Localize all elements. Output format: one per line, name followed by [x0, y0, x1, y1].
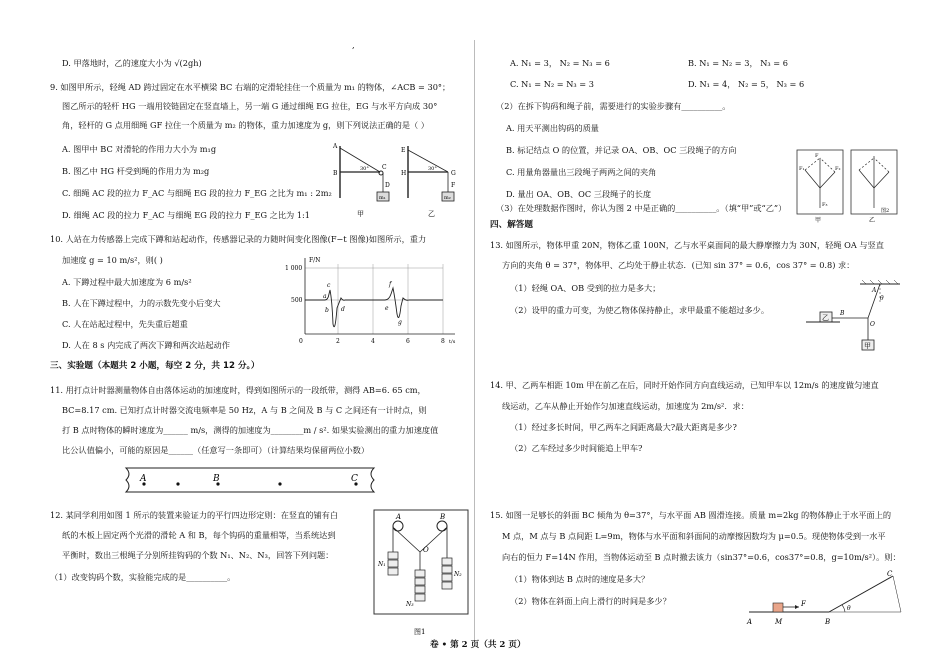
q10-option-a: A. 下蹲过程中最大加速度为 6 m/s²	[62, 277, 192, 287]
q15-label-f: F	[801, 600, 806, 608]
q11-line: 比公认值偏小，可能的原因是______（任意写一条即可）（计算结果均保留两位小数）	[62, 445, 370, 455]
q13-figure	[800, 278, 910, 362]
fig-caption-jia: 甲	[357, 210, 364, 218]
fig-label-h: H	[401, 170, 407, 177]
tape-label-a: A	[140, 474, 147, 484]
fig-label-c: C	[382, 164, 387, 171]
graph-ylabel: F/N	[309, 257, 321, 264]
q12-line: （1）改变钩码个数，实验能完成的是__________。	[50, 572, 236, 582]
q10-option-c: C. 人在站起过程中，先失重后超重	[62, 319, 188, 329]
graph-point-b: b	[325, 307, 329, 314]
graph-tick-0: 0	[299, 338, 303, 345]
q14-sub-2: （2）乙车经过多少时间能追上甲车?	[510, 443, 643, 453]
q12-option-b: B. N₁ = N₂ = 3， N₃ = 6	[688, 58, 788, 68]
header-mark: ,	[352, 40, 355, 50]
q12-2-option-a: A. 用天平测出钩码的质量	[506, 123, 599, 133]
section-4-heading: 四、解答题	[490, 220, 533, 230]
q13-label-b: B	[840, 310, 845, 317]
q9-figure	[330, 142, 465, 222]
q9-line: 角，轻杆的 G 点用细绳 GF 拉住一个质量为 m₂ 的物体，重力加速度为 g，则下列说法正确的是（ ）	[62, 120, 429, 130]
section-3-heading: 三、实验题（本题共 2 小题，每空 2 分，共 12 分。）	[50, 361, 260, 371]
q13-label-jia: 甲	[864, 342, 871, 350]
q13-label-o: O	[870, 321, 875, 328]
q10-line: 10. 人站在力传感器上完成下蹲和站起动作，传感器记录的力随时间变化图像(F−t 图像)如图所示，重力	[50, 234, 427, 244]
tape-label-c: C	[351, 474, 358, 484]
fig2-label-f: F	[815, 153, 819, 159]
q12-option-a: A. N₁ = 3， N₂ = N₃ = 6	[510, 58, 610, 68]
tape-label-b: B	[213, 474, 220, 484]
q12-figure-2	[795, 148, 905, 226]
q12-part-3: （3）在处理数据作图时，你认为图 2 中是正确的__________。（填“甲”或“乙”）	[496, 203, 787, 213]
fig-label-g: G	[451, 170, 456, 177]
fig1-label-a: A	[396, 513, 402, 521]
graph-point-e: e	[385, 305, 389, 312]
fig1-label-b: B	[440, 513, 446, 521]
page-footer: 卷 • 第 2 页（共 2 页）	[430, 640, 526, 650]
q13-sub-1: （1）轻绳 OA、OB 受到的拉力是多大；	[510, 283, 661, 293]
q13-label-theta: θ	[880, 295, 884, 302]
fig-caption-yi: 乙	[428, 210, 435, 218]
fig-angle: 30°	[360, 166, 369, 172]
graph-tick-1000: 1 000	[285, 265, 303, 272]
fig1-label-n2: N₂	[454, 571, 462, 578]
fig-angle: 30°	[428, 166, 437, 172]
q12-2-option-c: C. 用量角器量出三段绳子两两之间的夹角	[506, 167, 657, 177]
q11-line: 11. 用打点计时器测量物体自由落体运动的加速度时，得到如图所示的一段纸带，测得 AB=6. 65 cm，	[50, 385, 426, 395]
graph-point-d: d	[341, 306, 345, 313]
graph-tick-500: 500	[291, 297, 303, 304]
q15-label-b: B	[825, 618, 831, 626]
q15-label-theta: θ	[847, 605, 851, 612]
graph-point-a: a	[323, 293, 327, 300]
q9-line: 9. 如图甲所示，轻绳 AD 跨过固定在水平横梁 BC 右端的定滑轮挂住一个质量为 m₁ 的物体，∠ACB = 30°；	[50, 82, 451, 92]
fig-label-m2: m₂	[444, 195, 451, 201]
q10-option-d: D. 人在 8 s 内完成了两次下蹲和两次站起动作	[62, 340, 230, 350]
q15-line: M 点，M 点与 B 点间距 L=9m，物体与水平面和斜面间的动摩擦因数均为 μ=0.5。现使物体受到一水平	[502, 531, 886, 541]
graph-point-c: c	[327, 282, 331, 289]
fig2-label-f2: F₂	[835, 166, 841, 172]
fig1-caption: 图1	[414, 628, 426, 636]
q13-label-a: A	[872, 287, 877, 294]
q10-line: 加速度 g = 10 m/s²，则( )	[62, 255, 163, 265]
q9-option-b: B. 图乙中 HG 杆受到绳的作用力为 m₂g	[62, 166, 210, 176]
q15-incline-figure	[745, 570, 905, 630]
q12-line: 平衡时，数出三根绳子分别所挂钩码的个数 N₁、N₂、N₃，回答下列问题：	[62, 550, 334, 560]
q15-line: 向右的恒力 F=14N 作用，当物体运动至 B 点时撤去该力（sin37°=0.6，cos37°=0.8，g=10m/s²）。则：	[502, 552, 901, 562]
fig-label-a: A	[333, 143, 338, 150]
q15-label-c: C	[887, 570, 893, 578]
q12-option-d: D. N₁ = 4， N₂ = 5， N₃ = 6	[688, 79, 805, 89]
q8-option-d: D. 甲落地时，乙的速度大小为 √(2gh)	[62, 58, 202, 68]
q12-2-option-d: D. 量出 OA、OB、OC 三段绳子的长度	[506, 189, 652, 199]
fig2-label-f1: F₁	[799, 166, 805, 172]
fig2-caption-jia: 甲	[815, 217, 822, 224]
q14-line: 14. 甲、乙两车相距 10m 甲在前乙在后，同时开始作同方向直线运动，已知甲车以 12m/s 的速度做匀速直	[490, 380, 879, 390]
fig-label-m1: m₁	[379, 195, 386, 201]
graph-tick-2: 2	[336, 338, 340, 345]
q12-line: 纸的木板上固定两个光滑的滑轮 A 和 B，每个钩码的重量相等，当系统达到	[62, 530, 336, 540]
fig2-caption: 图2	[881, 208, 890, 214]
q9-option-a: A. 图甲中 BC 对滑轮的作用力大小为 m₁g	[62, 144, 217, 154]
fig1-label-n3: N₃	[406, 601, 414, 608]
q14-line: 线运动，乙车从静止开始作匀加速直线运动，加速度为 2m/s²．求：	[502, 401, 749, 411]
q13-line: 方向的夹角 θ = 37°，物体甲、乙均处于静止状态．(已知 sin 37° = 0.6，cos 37° = 0.8) 求：	[502, 260, 855, 270]
graph-tick-6: 6	[406, 338, 410, 345]
graph-point-f: f	[389, 281, 392, 288]
q15-label-m: M	[775, 618, 783, 626]
graph-tick-8: 8	[441, 338, 445, 345]
fig1-label-n1: N₁	[378, 561, 386, 568]
q9-option-c: C. 细绳 AC 段的拉力 F_AC 与细绳 EG 段的拉力 F_EG 之比为 m₁ : 2m₂	[62, 188, 332, 198]
q10-force-time-graph	[285, 254, 465, 348]
q15-line: 15. 如图一足够长的斜面 BC 倾角为 θ=37°，与水平面 AB 圆滑连接。质量 m=2kg 的物体静止于水平面上的	[490, 510, 892, 520]
q11-line: BC=8.17 cm. 已知打点计时器交流电频率是 50 Hz，A 与 B 之间及 B 与 C 之间还有一计时点，则	[62, 405, 427, 415]
q12-part-2: （2）在拆下钩码和绳子前，需要进行的实验步骤有__________。	[496, 101, 731, 111]
q9-option-d: D. 细绳 AC 段的拉力 F_AC 与细绳 EG 段的拉力 F_EG 之比为 1:1	[62, 210, 311, 220]
fig2-caption-yi: 乙	[869, 217, 876, 224]
q12-figure-1	[372, 508, 472, 640]
column-divider	[474, 40, 475, 640]
q11-line: 打 B 点时物体的瞬时速度为______ m/s，测得的加速度为________m / s². 如果实验测出的重力加速度值	[62, 425, 439, 435]
q14-sub-1: （1）经过多长时间，甲乙两车之间距离最大?最大距离是多少?	[510, 422, 737, 432]
q15-label-a: A	[747, 618, 753, 626]
fig2-label-f3: F₃	[822, 202, 828, 208]
q15-sub-2: （2）物体在斜面上向上滑行的时间是多少？	[510, 596, 671, 606]
q13-sub-2: （2）设甲的重力可变，为使乙物体保持静止，求甲最重不能超过多少。	[510, 305, 770, 315]
fig-label-f: F	[451, 182, 456, 189]
q12-2-option-b: B. 标记结点 O 的位置，并记录 OA、OB、OC 三段绳子的方向	[506, 145, 737, 155]
q12-option-c: C. N₁ = N₂ = N₃ = 3	[510, 79, 594, 89]
fig-label-d: D	[385, 182, 390, 189]
graph-xunit: t/s	[449, 339, 456, 345]
q10-option-b: B. 人在下蹲过程中，力的示数先变小后变大	[62, 298, 221, 308]
q12-line: 12. 某同学利用如图 1 所示的装置来验证力的平行四边形定则：在竖直的铺有白	[50, 510, 339, 520]
fig-label-b: B	[333, 170, 338, 177]
fig1-label-o: O	[423, 546, 429, 554]
q15-sub-1: （1）物体到达 B 点时的速度是多大？	[510, 574, 650, 584]
fig-label-e: E	[401, 147, 406, 154]
graph-point-g: g	[398, 319, 402, 326]
paper-tape-figure	[120, 465, 380, 495]
q13-line: 13. 如图所示，物体甲重 20N，物体乙重 100N，乙与水平桌面间的最大静摩擦力为 30N，轻绳 OA 与竖直	[490, 240, 884, 250]
q9-line: 图乙所示的轻杆 HG 一端用铰链固定在竖直墙上，另一端 G 通过细绳 EG 拉住，EG 与水平方向成 30°	[62, 101, 438, 111]
graph-tick-4: 4	[371, 338, 375, 345]
q13-label-yi: 乙	[822, 314, 829, 322]
